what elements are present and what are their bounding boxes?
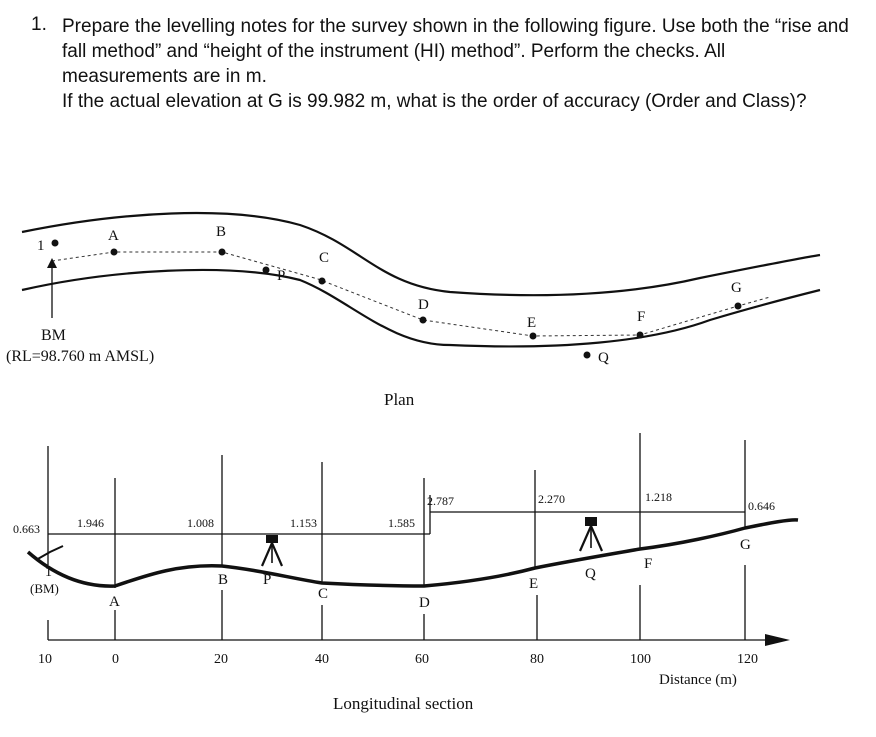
plan-label-f: F <box>637 309 646 325</box>
section-label-f: F <box>644 556 653 572</box>
reading-g: 0.646 <box>748 499 775 513</box>
plan-bm-number: 1 <box>37 238 45 254</box>
plan-label-a: A <box>108 228 119 244</box>
reading-e: 2.270 <box>538 492 565 506</box>
section-title: Longitudinal section <box>333 694 474 713</box>
plan-label-p: P <box>277 268 286 284</box>
tick-20: 20 <box>214 652 228 667</box>
question-paragraph-1: Prepare the levelling notes for the survey shown in the following figure. Use both the “rise and fall method” and “height of the instrument (HI) method”. Perform the checks. All measurements are in m. <box>62 16 849 87</box>
distance-axis-label: Distance (m) <box>659 672 737 688</box>
plan-point-c <box>319 278 326 285</box>
bm-ground-mark <box>36 546 63 560</box>
plan-bm-arrowhead <box>47 258 57 268</box>
reading-bm: 0.663 <box>13 522 40 536</box>
section-label-q: Q <box>585 566 596 582</box>
reading-a: 1.946 <box>77 516 104 530</box>
reading-f: 1.218 <box>645 490 672 504</box>
plan-view <box>6 213 820 409</box>
level-instrument-1 <box>262 535 282 566</box>
reading-d-bs: 2.787 <box>427 494 454 508</box>
plan-label-d: D <box>418 297 429 313</box>
tick-80: 80 <box>530 652 544 667</box>
section-bm-number: 1 <box>45 565 52 580</box>
plan-point-b <box>219 249 226 256</box>
plan-label-g: G <box>731 280 742 296</box>
plan-bm-label: BM <box>41 327 66 344</box>
section-label-e: E <box>529 576 539 592</box>
tick-100: 100 <box>630 652 651 667</box>
section-label-g: G <box>740 537 751 553</box>
section-label-d: D <box>419 595 430 611</box>
section-label-c: C <box>318 586 329 602</box>
plan-traverse-line <box>52 252 770 336</box>
plan-point-d <box>420 317 427 324</box>
distance-axis-arrowhead <box>765 634 790 646</box>
plan-point-q <box>584 352 591 359</box>
plan-label-b: B <box>216 224 227 240</box>
plan-title: Plan <box>384 390 415 409</box>
longitudinal-section <box>13 433 798 713</box>
tick-40: 40 <box>315 652 329 667</box>
reading-d-fs: 1.585 <box>388 516 415 530</box>
level-instrument-2 <box>580 517 602 551</box>
road-edge-top <box>22 213 820 295</box>
plan-point-p <box>263 267 270 274</box>
plan-point-e <box>530 333 537 340</box>
plan-label-c: C <box>319 250 330 266</box>
tick-0: 0 <box>112 652 119 667</box>
tick-60: 60 <box>415 652 429 667</box>
tick-120: 120 <box>737 652 758 667</box>
reading-c: 1.153 <box>290 516 317 530</box>
question-number: 1. <box>31 14 47 35</box>
plan-point-f <box>637 332 644 339</box>
plan-point-a <box>111 249 118 256</box>
section-label-b: B <box>218 572 229 588</box>
plan-bm-marker <box>52 240 59 247</box>
question-paragraph-2: If the actual elevation at G is 99.982 m, what is the order of accuracy (Order and Class)? <box>62 91 807 112</box>
plan-bm-rl: (RL=98.760 m AMSL) <box>6 348 155 365</box>
plan-label-q: Q <box>598 350 609 366</box>
reading-b: 1.008 <box>187 516 214 530</box>
tick-10: 10 <box>38 652 52 667</box>
section-label-a: A <box>109 594 120 610</box>
plan-point-g <box>735 303 742 310</box>
plan-label-e: E <box>527 315 537 331</box>
section-label-p: P <box>263 572 272 588</box>
section-bm-label: (BM) <box>30 581 59 596</box>
